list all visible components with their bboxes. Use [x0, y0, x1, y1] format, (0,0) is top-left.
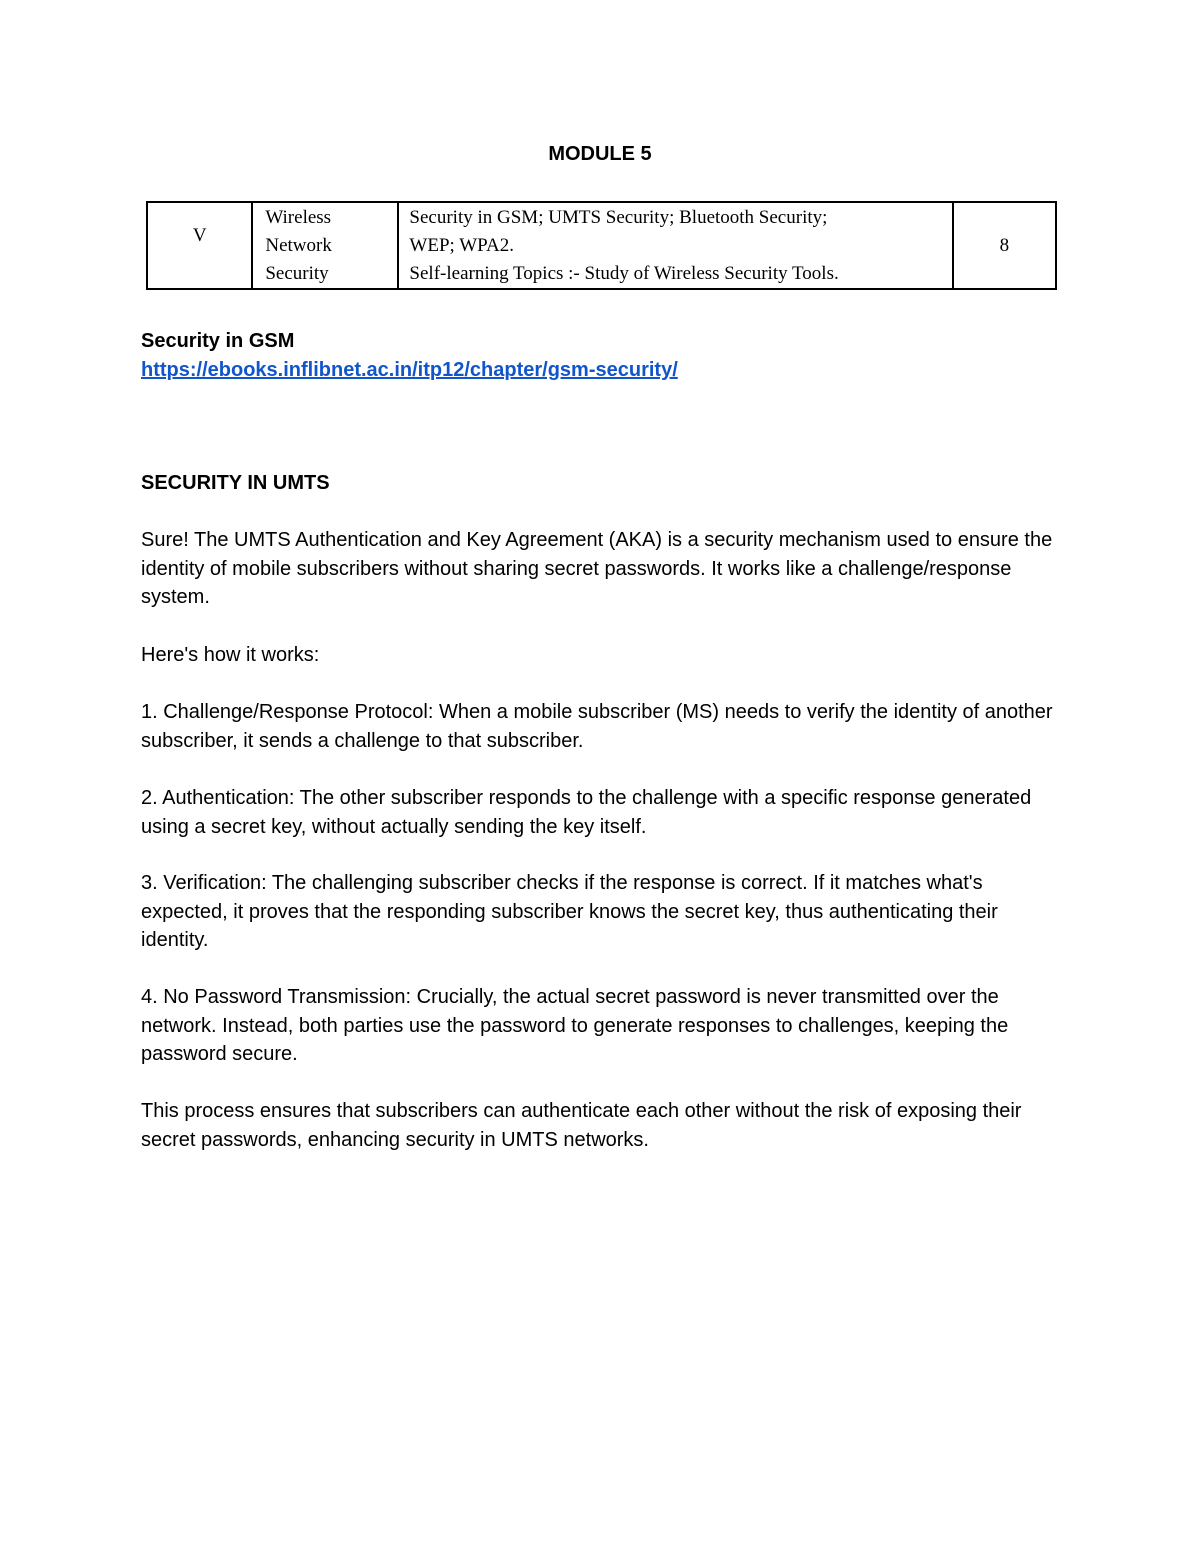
table-row: [147, 202, 1056, 289]
hours-cell: [953, 202, 1056, 289]
title-line: Security: [265, 262, 329, 284]
gsm-security-link[interactable]: https://ebooks.inflibnet.ac.in/itp12/chapter/gsm-security/: [141, 359, 678, 381]
content-line: Security in GSM; UMTS Security; Bluetooth Security;: [409, 206, 828, 228]
title-line: Network: [265, 234, 332, 256]
unit-number: V: [192, 224, 207, 246]
content-line: WEP; WPA2.: [409, 234, 514, 256]
syllabus-table: [146, 201, 1057, 290]
title-line: Wireless: [265, 206, 332, 228]
content-line: Self-learning Topics :- Study of Wireless Security Tools.: [409, 262, 839, 284]
step-4-paragraph: 4. No Password Transmission: Crucially, the actual secret password is never transmitted over the network. Instead, both parties use the password to generate responses to challenges, keeping the password secure.: [141, 986, 1009, 1066]
module-title: MODULE 5: [548, 143, 652, 165]
umts-heading: SECURITY IN UMTS: [141, 472, 330, 494]
conclusion-paragraph: This process ensures that subscribers can authenticate each other without the risk of exposing their secret passwords, enhancing security in UMTS networks.: [141, 1100, 1022, 1151]
intro-paragraph: Sure! The UMTS Authentication and Key Agreement (AKA) is a security mechanism used to ensure the identity of mobile subscribers without sharing secret passwords. It works like a challenge/response system.: [141, 529, 1053, 609]
hours-value: 8: [999, 234, 1010, 256]
gsm-heading: Security in GSM: [141, 330, 295, 352]
unit-cell: [147, 202, 252, 289]
title-cell: [252, 202, 398, 289]
content-cell: [398, 202, 952, 289]
step-1-paragraph: 1. Challenge/Response Protocol: When a mobile subscriber (MS) needs to verify the identity of another subscriber, it sends a challenge to that subscriber.: [141, 701, 1053, 752]
step-2-paragraph: 2. Authentication: The other subscriber responds to the challenge with a specific response generated using a secret key, without actually sending the key itself.: [141, 787, 1032, 838]
step-3-paragraph: 3. Verification: The challenging subscriber checks if the response is correct. If it matches what's expected, it proves that the responding subscriber knows the secret key, thus authenticating their identity.: [141, 872, 998, 952]
how-it-works-paragraph: Here's how it works:: [141, 644, 320, 666]
